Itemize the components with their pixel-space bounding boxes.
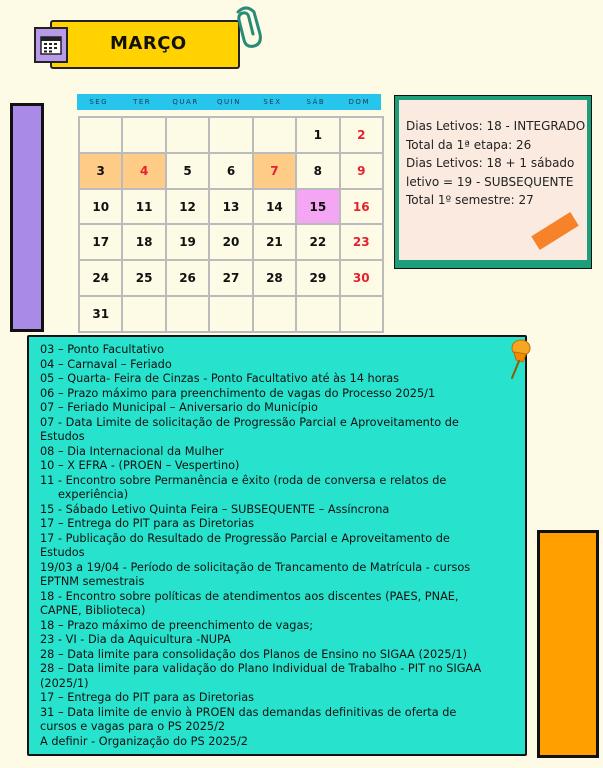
calendar-day: 24 <box>79 260 122 296</box>
calendar-day <box>209 296 252 332</box>
weekday-label: QUAR <box>172 98 199 106</box>
calendar-day <box>296 296 339 332</box>
calendar-day: 19 <box>166 224 209 260</box>
decorative-purple-block <box>10 103 44 332</box>
calendar-day <box>340 296 383 332</box>
month-title: MARÇO <box>110 33 187 54</box>
events-panel <box>27 335 527 756</box>
calendar-day: 6 <box>209 153 252 189</box>
calendar-day: 2 <box>340 117 383 153</box>
summary-line: letivo = 19 - SUBSEQUENTE <box>406 174 574 189</box>
event-item: 17 – Entrega do PIT para as Diretorias <box>40 517 255 530</box>
month-title-banner <box>50 20 240 69</box>
calendar-day: 8 <box>296 153 339 189</box>
event-item: A definir - Organização do PS 2025/2 <box>40 734 248 748</box>
weekday-label: DOM <box>348 98 370 106</box>
calendar-day: 16 <box>340 189 383 225</box>
event-item: 03 – Ponto Facultativo <box>40 343 165 356</box>
calendar-day: 9 <box>340 153 383 189</box>
calendar-icon <box>34 27 68 63</box>
event-item: 28 – Data limite para validação do Plano Individual de Trabalho - PIT no SIGAA <box>40 662 482 675</box>
event-item: 08 – Dia Internacional da Mulher <box>40 444 224 458</box>
event-item: 23 - VI - Dia da Aquicultura -NUPA <box>40 633 231 646</box>
calendar-day <box>166 117 209 153</box>
calendar-day: 5 <box>166 153 209 189</box>
summary-line: Total 1º semestre: 27 <box>406 193 534 207</box>
weekday-label: SÁB <box>306 98 326 106</box>
calendar-day: 29 <box>296 260 339 296</box>
event-item: 31 – Data limite de envio à PROEN das demandas definitivas de oferta de <box>40 705 457 719</box>
event-item: 19/03 a 19/04 - Período de solicitação de Trancamento de Matrícula - cursos <box>40 560 471 574</box>
event-item-continuation: CAPNE, Biblioteca) <box>40 604 146 617</box>
event-item: 07 - Data Limite de solicitação de Progressão Parcial e Aproveitamento de <box>40 415 459 429</box>
event-item-continuation: experiência) <box>58 488 129 501</box>
calendar-day: 20 <box>209 224 252 260</box>
event-item: 18 - Encontro sobre políticas de atendimentos aos discentes (PAES, PNAE, <box>40 589 459 603</box>
calendar-day: 30 <box>340 260 383 296</box>
calendar-grid <box>78 116 384 333</box>
calendar-day: 11 <box>122 189 165 225</box>
event-item: 17 - Publicação do Resultado de Progressão Parcial e Aproveitamento de <box>40 531 450 545</box>
calendar-day: 28 <box>253 260 296 296</box>
event-item-continuation: (2025/1) <box>40 676 89 690</box>
calendar-day: 14 <box>253 189 296 225</box>
weekday-label: QUIN <box>217 98 241 106</box>
weekday-label: TER <box>133 98 152 106</box>
school-days-summary <box>394 95 592 269</box>
summary-line: Dias Letivos: 18 - INTEGRADO <box>406 119 586 133</box>
calendar-day: 1 <box>296 117 339 153</box>
event-item: 10 – X EFRA - (PROEN – Vespertino) <box>40 459 240 472</box>
weekday-label: SEX <box>263 98 282 106</box>
calendar-day: 26 <box>166 260 209 296</box>
calendar-day <box>122 296 165 332</box>
calendar-day: 7 <box>253 153 296 189</box>
calendar-day <box>253 117 296 153</box>
event-item: 05 – Quarta- Feira de Cinzas - Ponto Facultativo até às 14 horas <box>40 372 400 385</box>
event-item: 06 – Prazo máximo para preenchimento de vagas do Processo 2025/1 <box>40 386 436 400</box>
event-item-continuation: cursos e vagas para o PS 2025/2 <box>40 720 226 733</box>
calendar-day <box>209 117 252 153</box>
event-item: 15 - Sábado Letivo Quinta Feira – SUBSEQUENTE – Assíncrona <box>40 502 390 516</box>
calendar-day <box>122 117 165 153</box>
calendar-day: 12 <box>166 189 209 225</box>
calendar-day: 18 <box>122 224 165 260</box>
event-item-continuation: Estudos <box>40 546 85 559</box>
paperclip-icon <box>226 4 266 54</box>
calendar-day: 15 <box>296 189 339 225</box>
event-item-continuation: Estudos <box>40 430 85 443</box>
pushpin-icon <box>504 338 534 380</box>
calendar-day <box>253 296 296 332</box>
calendar-day: 22 <box>296 224 339 260</box>
events-list <box>40 343 517 749</box>
calendar-day: 31 <box>79 296 122 332</box>
event-item-continuation: EPTNM semestrais <box>40 575 145 588</box>
calendar-day: 21 <box>253 224 296 260</box>
summary-line: Dias Letivos: 18 + 1 sábado <box>406 156 575 170</box>
calendar-day: 4 <box>122 153 165 189</box>
event-item: 04 – Carnaval – Feriado <box>40 357 172 371</box>
decorative-orange-block <box>537 530 599 758</box>
calendar-day: 23 <box>340 224 383 260</box>
calendar-day: 3 <box>79 153 122 189</box>
weekday-label: SEG <box>89 98 109 106</box>
calendar-day: 25 <box>122 260 165 296</box>
event-item: 07 – Feriado Municipal – Aniversario do Município <box>40 401 318 414</box>
calendar-day: 27 <box>209 260 252 296</box>
event-item: 17 – Entrega do PIT para as Diretorias <box>40 691 255 704</box>
calendar-day <box>79 117 122 153</box>
event-item: 28 – Data limite para consolidação dos Planos de Ensino no SIGAA (2025/1) <box>40 647 468 661</box>
calendar-day: 17 <box>79 224 122 260</box>
summary-line: Total da 1ª etapa: 26 <box>406 137 532 152</box>
calendar-day: 13 <box>209 189 252 225</box>
weekday-header <box>77 94 381 110</box>
event-item: 18 – Prazo máximo de preenchimento de vagas; <box>40 618 314 632</box>
event-item: 11 - Encontro sobre Permanência e êxito (roda de conversa e relatos de <box>40 473 447 487</box>
calendar-day <box>166 296 209 332</box>
calendar-day: 10 <box>79 189 122 225</box>
